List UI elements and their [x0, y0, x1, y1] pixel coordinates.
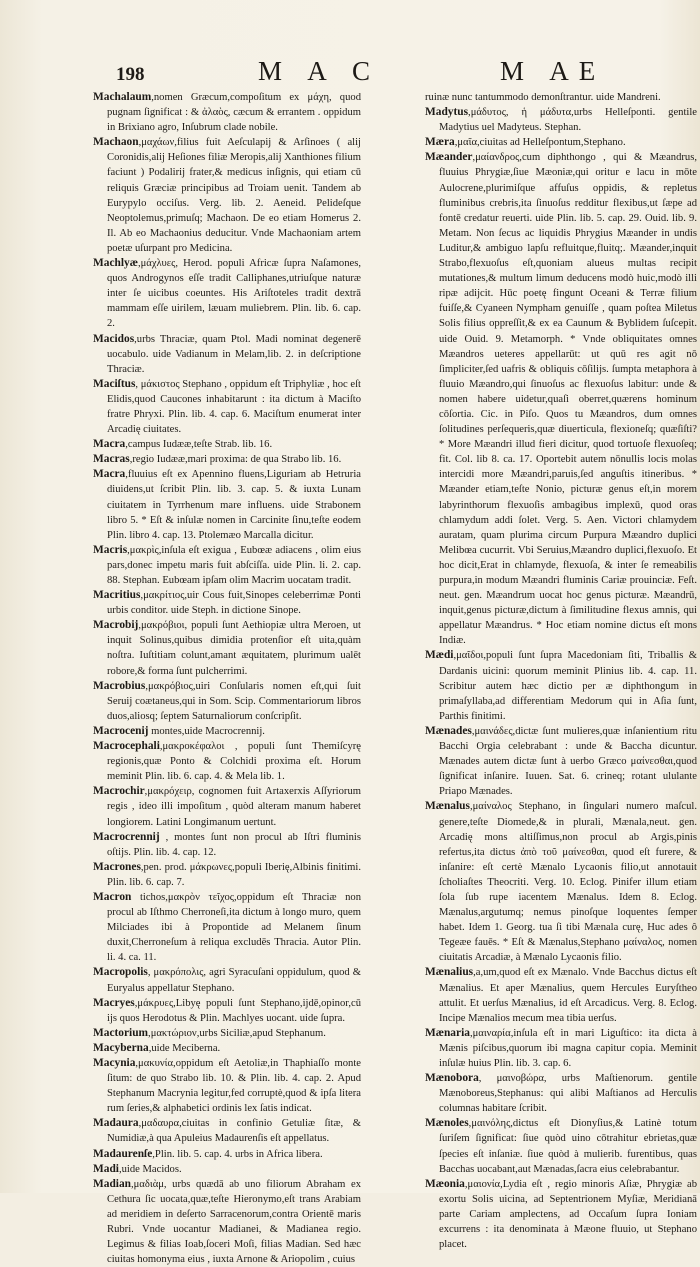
dictionary-entry: [93, 996, 361, 1026]
entry-headword: Macrobius: [93, 679, 146, 692]
dictionary-entry: [93, 860, 361, 890]
entry-text: , μάκιστος Stephano , oppidum eſt Triphyliæ , hoc eſt Elidis,quod Caucones inhabitarunt : ita dictum à Maciſto fratre Phryxi. Plin. lib. 4. cap. 6. Maciſtum enumerat inter Arcadię ciuitates.: [107, 378, 361, 436]
entry-headword: Macrocephali: [93, 740, 160, 753]
entry-headword: Macra: [93, 438, 126, 451]
dictionary-entry: [93, 135, 361, 256]
entry-text: ruinæ nunc tantummodo demonſtrantur. uide Mandreni.: [425, 92, 661, 103]
left-column: [93, 90, 361, 1266]
entry-text: tichos,μακρὸν τεῖχος,oppidum eſt Thraciæ non procul ab Iſthmo Cherroneſi,ita dictum à longo muro, quem Milciades ibi à Propontide ad Melanem ſinum duxit,Cherroneſum à reliqua excludēs Thracia. Autor Plin. li. 4. ca. 11.: [107, 891, 361, 964]
entry-headword: Mædi: [425, 649, 454, 662]
dictionary-entry: [93, 739, 361, 784]
entry-text: ,fluuius eſt ex Apennino fluens,Liguriam ab Hetruria diuidens,ut ſcribit Plin. lib. 3. cap. 5. & iuxta Lunam ciuitatem in Tyrrhenum mare influens. uide Strabonem libro 5. * Eſt & inſulæ nomen in Carcinite ſinu,teſte eodem Plin. libro 4. cap. 13. Ptolemæo Marcalla dicitur.: [107, 469, 361, 541]
entry-text: ,μαδαυρα,ciuitas in confinio Getuliæ ſitæ, & Numidiæ,à qua Apuleius Madaurenſis eſt appellatus.: [107, 1118, 361, 1145]
entry-headword: Machaon: [93, 136, 139, 149]
entry-headword: Macras: [93, 453, 130, 466]
dictionary-entry: [93, 256, 361, 331]
entry-headword: Mænalus: [425, 800, 470, 813]
entry-headword: Macris: [93, 543, 128, 556]
entry-text: ,μαιονία,Lydia eſt , regio minoris Aſiæ, Phrygiæ ab exortu Solis uicina, ad Septentrionem Myſiæ, Meridianā parte Cariam amplectens, ad Occaſum ſupra Ioniam excurrens : ita denominata à Mæone fluuio, ut Stephano placet.: [439, 1178, 697, 1251]
dictionary-entry: [425, 1116, 697, 1176]
dictionary-entry: [93, 332, 361, 377]
entry-text: ,μάκρυες,Libyę populi ſunt Stephano,ijdē,opinor,cū ijs quos Herodotus & Plin. Machlyes uocant. uide ſupra.: [107, 997, 361, 1024]
page-number: 198: [116, 64, 145, 85]
dictionary-entry: [93, 1177, 361, 1267]
entry-headword: Macrochir: [93, 785, 145, 798]
entry-text: ,uide Meciberna.: [148, 1042, 221, 1054]
entry-text: ,uide Macidos.: [118, 1163, 182, 1175]
dictionary-entry: [93, 467, 361, 542]
dictionary-entry: [93, 679, 361, 724]
entry-headword: Mæonia: [425, 1177, 465, 1190]
entry-headword: Macrocrennij: [93, 830, 160, 843]
entry-text: ,μακρόβιος,uiri Conſularis nomen eſt,qui ſuit Seruij coætaneus,qui in Som. Scip. Commentariorum libros duos,aliosq; ſeptem Saturnaliorum conſcripſit.: [107, 680, 361, 722]
entry-text: , μακρόπολις, agri Syracuſani oppidulum, quod & Euryalus appellatur Stephano.: [107, 967, 361, 994]
entry-headword: Mænobora: [425, 1072, 479, 1085]
entry-headword: Mænalius: [425, 966, 474, 979]
entry-headword: Macra: [93, 468, 126, 481]
dictionary-entry: [93, 452, 361, 467]
dictionary-entry: [93, 1147, 361, 1162]
entry-headword: Machlyæ: [93, 257, 138, 270]
entry-text: ,pen. prod. μάκρωνες,populi Iberię,Albinis finitimi. Plin. lib. 6. cap. 7.: [107, 861, 361, 888]
dictionary-entry: [425, 1071, 697, 1116]
entry-headword: Madaurenſe: [93, 1147, 153, 1160]
dictionary-entry: [93, 724, 361, 739]
dictionary-entry: [425, 648, 697, 723]
entry-headword: Macryes: [93, 996, 135, 1009]
entry-text: ,μαδιὰμ, urbs quædā ab uno filiorum Abraham ex Cethura ſic uocata,quæ,teſte Hieronymo,eſt trans Arabiam ad meridiem in deſerto Sarracenorum,contra Orientē maris Rubri. Vnde uocantur Madianei, & Madianea regio. Legimus & filias Ioab,ſoceri Moſi, filias Madian. Sed hæc ciuitas homonyma eius , iuxta Arnone & Ariopolim , cuius: [107, 1178, 361, 1266]
entry-text: ,μαῖα,ciuitas ad Helleſpontum,Stephano.: [454, 137, 626, 149]
dictionary-entry: [93, 1162, 361, 1177]
entry-headword: Macrones: [93, 860, 141, 873]
entry-text: ,μαῖδοι,populi ſunt ſupra Macedoniam ſiti, Triballis & Dardanis uicini: quorum meminit Plinius lib. 4. cap. 11. Scribitur autem hæc dictio per æ diphthongum in primaſyllaba,ad differentiam Medorum qui in Aſia ſunt, Parthis finitimi.: [439, 650, 697, 722]
dictionary-entry: [93, 90, 361, 135]
entry-headword: Madi: [93, 1162, 119, 1175]
entry-headword: Macron: [93, 890, 132, 903]
entry-text: ,μαιναρία,inſula eſt in mari Liguſtico: ita dicta à Mænis piſcibus,quorum ibi magna capitur copia. Meminit inſulæ huius Plin. lib. 3. cap. 6.: [439, 1027, 697, 1069]
dictionary-entry: [93, 784, 361, 829]
dictionary-entry: [425, 105, 697, 135]
entry-text: ,regio Iudææ,mari proxima: de qua Strabo lib. 16.: [129, 454, 342, 466]
entry-headword: Madaura: [93, 1117, 139, 1130]
dictionary-entry: [93, 618, 361, 678]
entry-text: ,μάχλυες, Herod. populi Africæ ſupra Naſamones, quos Androgynos eſſe tradit Calliphanes,utriuſque naturæ inter ſe uicibus coeuntes. His Ariſtoteles tradit dextrā mammam eſſe uirilem, læuam muliebrem. Plin. lib. 6. cap. 2.: [107, 258, 361, 330]
entry-text: ,μακρίτιος,uir Cous fuit,Sinopes celeberrimæ Ponti urbis conditor. uide Steph. in dictione Sinope.: [107, 590, 361, 617]
entry-headword: Maciſtus: [93, 377, 136, 390]
dictionary-entry: [425, 1177, 697, 1252]
dictionary-entry: [425, 965, 697, 1025]
entry-headword: Macropolis: [93, 966, 148, 979]
entry-headword: Mænoles: [425, 1117, 469, 1130]
dictionary-entry: [425, 90, 697, 105]
dictionary-entry: [425, 799, 697, 965]
dictionary-entry: [93, 1026, 361, 1041]
entry-text: ,urbs Thraciæ, quam Ptol. Madi nominat degenerē uocabulo. uide Vadianum in Melam,lib. 2. in deſcriptione Thraciæ.: [107, 333, 361, 375]
entry-text: ,μακρὶς,inſula eſt exigua , Eubœæ adiacens , olim eius pars,donec impetu maris fuit abſciſſa. uide Plin. li. 2. cap. 88. Stephan. Eubœam ipſam olim Macrim uocatam tradit.: [107, 544, 361, 586]
dictionary-entry: [425, 724, 697, 799]
entry-text: ,μακροκέφαλοι , populi ſunt Themiſcyrę regionis,quæ Ponto & Colchidi proxima eſt. Horum meminit Plin. lib. 6. cap. 4. & Mela lib. 1.: [107, 741, 361, 783]
entry-headword: Macritius: [93, 589, 141, 602]
entry-text: ,μακτώριον,urbs Siciliæ,apud Stephanum.: [148, 1027, 326, 1039]
dictionary-entry: [93, 543, 361, 588]
right-column: [425, 90, 697, 1251]
dictionary-entry: [93, 437, 361, 452]
entry-text: ,μαίναλος Stephano, in ſingulari numero maſcul. genere,teſte Diomede,& in plurali, Mænala,neut. gen. Arcadię mons altiſſimus,non procul ab Argis,pinis refertus,ita dictus ἀπὸ τοῦ μαίνεσθαι, quod eſt furere, & inſanire: eſt certè Mænalo Lycaonis filio,ut annotauit ſcholiaſtes Theocriti. Verg. 10. Eclog. Pinifer illum etiam ſola ſub rupe iacentem Mænalus. Idem 8. Eclog. Mænalus,argutumq; nemus pinoſque loquentes ſemper habet. Idem 1. Georg. tua ſi tibi Mænala curę, Huc ades ô Tegeæe fauēs. * Eſt & Mænalus,Stephano μαίναλος, nomen ciuitatis Arcadiæ, à Mænalo Lycaonis filio.: [439, 801, 697, 964]
entry-headword: Macrocenij: [93, 724, 149, 737]
entry-text: montes,uide Macrocrennij.: [148, 725, 265, 737]
entry-text: ,μαχάων,filius fuit Aeſculapij & Arſinoes ( alij Coronidis,alij Heſiones filiæ Meropis,alij Xanthiones filium faciunt ) Podalirij frater,& medicus inſignis, qui etiam cū reliquis Græciæ principibus ad Troiam uenit. Tandem ab Eurypylo occiſus. Verg. lib. 2. Aeneid. Pelideſque Neoptolemus,primuſq; Machaon. De eo etiam Homerus 2. Il. Ab eo Machaonius deducitur. Vnde Machaoniam artem poetæ uſurpant pro Medicina.: [107, 137, 361, 254]
entry-headword: Mænaria: [425, 1026, 470, 1039]
dictionary-entry: [93, 1056, 361, 1116]
page-header: [0, 56, 700, 90]
running-head-right: M AE: [500, 56, 606, 86]
entry-text: ,nomen Græcum,compoſitum ex μάχη, quod pugnam ſignificat : & ἀλαὸς, cæcum & errantem . oppidum in Brixiano agro, Inſubrum clade nobile.: [107, 92, 361, 134]
entry-headword: Macyberna: [93, 1041, 149, 1054]
entry-text: ,a,um,quod eſt ex Mænalo. Vnde Bacchus dictus eſt Mænalius. Et aper Mænalius, quem Hercules Euryſtheo attulit. Et uerſus Mænalius, id eſt Arcadicus. Verg. 8. Eclog. Incipe Mænalios mecum mea tibia uerſus.: [439, 967, 697, 1024]
entry-text: ,μαινόλης,dictus eſt Dionyſius,& Latinè totum ſuriſem ſignificat: ſiue quòd uino cōtrahitur ebrietas,quæ ſpecies eſt inſaniæ. ſiue quòd à mulierib. furentibus, quas Bacchas uocabant,aut Mænadas,ſacra eius celebrabantur.: [439, 1118, 697, 1175]
entry-text: ,μακυνία,oppidum eſt Aetoliæ,in Thaphiaſſo monte ſitum: de quo Strabo lib. 10. & Plin. lib. 4. cap. 2. Apud Stephanum Macrynia legitur,fed corruptè,quod & ipſa litera rum ſeries,& alphabetici ordinis lex ſatis indicat.: [107, 1058, 361, 1115]
entry-text: , μαινοβώρα, urbs Maſtienorum. gentile Mænoboreus,Stephanus: qui alibi Maſtianos ad Herculis columnas habitare ſcribit.: [439, 1073, 697, 1115]
entry-headword: Madian: [93, 1177, 131, 1190]
entry-headword: Mæra: [425, 136, 455, 149]
entry-text: ,Plin. lib. 5. cap. 4. urbs in Africa libera.: [152, 1148, 323, 1160]
entry-headword: Mactorium: [93, 1026, 149, 1039]
entry-text: ,μαινάδες,dictæ ſunt mulieres,quæ inſanientium ritu Bacchi Orgia celebrabant : unde & Baccha dicuntur. Mænades autem dictæ ſunt à uerbo Græco μαίνεσθαι,quod ſignificat inſanire. Iuuen. Sat. 6. crineq; rotant ululante Priapo Mænades.: [439, 725, 697, 798]
entry-headword: Machalaum: [93, 91, 152, 103]
entry-headword: Mæander: [425, 151, 473, 164]
entry-headword: Mænades: [425, 724, 472, 737]
entry-headword: Madytus: [425, 106, 469, 119]
entry-headword: Macynia: [93, 1057, 136, 1069]
entry-text: , montes ſunt non procul ab Iſtri fluminis oſtijs. Plin. lib. 4. cap. 12.: [107, 831, 361, 858]
dictionary-entry: [93, 890, 361, 965]
dictionary-entry: [425, 135, 697, 150]
dictionary-entry: [93, 1116, 361, 1146]
dictionary-entry: [93, 588, 361, 618]
entry-text: ,campus Iudææ,teſte Strab. lib. 16.: [125, 439, 273, 451]
dictionary-entry: [425, 150, 697, 648]
entry-headword: Macidos: [93, 332, 135, 345]
dictionary-entry: [93, 1041, 361, 1056]
entry-headword: Macrobij: [93, 619, 139, 632]
dictionary-entry: [93, 965, 361, 995]
entry-text: ,μακρόχειρ, cognomen fuit Artaxerxis Aſſyriorum regis , ideo illi impoſitum , quòd alteram manum haberet longiorem. Latini Longimanum uertunt.: [107, 786, 361, 828]
dictionary-entry: [93, 830, 361, 860]
entry-text: ,μακρόβιοι, populi ſunt Aethiopiæ ultra Meroen, ut inquit Solinus,quibus dimidia protenſior eſt uita,quàm noſtra. Iuſtitiam colunt,amant æquitatem, plurimum ualēt robore,& forma ſunt pulcherrimi.: [107, 620, 361, 677]
entry-text: ,μαίανδρος,cum diphthongo , qui & Mæandrus, fluuius Phrygiæ,ſiue Mæoniæ,qui oritur e lacu in mōte Aulocrene,plurimiſque affuſus oppidis, & repletus fluminibus crebris,ita ſinuoſus redditur flexibus,ut ſæpe ad fontē credatur reuerti. uide Plin. lib. 5. cap. 29. Ouid. lib. 9. Metam. Non ſecus ac liquidis Phrygius Mæander in undis Luditur,& ambiguo lapſu refluitque,fluitq;. Mæander,inquit Strabo,flexuoſus eſt,quoniam alueus multas recipit mutationes,& multum limum deducens modò huic,modò illi ripæ adijcit. Hūc poetę fingunt Oceani & Terræ filium fuiſſe,& Cyaneen Nympham genuiſſe , quam poſtea Miletus Solis filius oppreſſit,& ex ea Caunum & Byblidem ſuſcepit. uide Ouid. 9. Metamorph. * Vnde obliquitates omnes Mæandros ueteres appellarūt: ut quū res agit nō ſimpliciter,ſed uafris & obliquis cōſilijs. ſumpta metaphora à fluuio Mæandro,qui ſinuoſus ac flexuoſus labitur: unde & nomen habere uidetur,quaſi oberret,quærens hominum cōſortia. Cic. in Piſo. Quos tu Mæandros, dum omnes ſolitudines perſequeris,quæ diuerticula, flexioneſq; quæſiſti? * More Mæandri illud fieri dicitur, quod tortuoſe flexuoſeq; fit. Col. lib 8. ca. 17. Oportebit autem nōnullis locis molas intercidi more Mæandri,paruis,ſed anguſtis itineribus. * Mæander etiam,teſte Nonio, picturæ genus eſt,in morem labyrinthorum flexuoſis ambagibus implexū, quod oras chlamydum addi ſolet. Verg. 5. Aen. Victori chlamydem auratam, quam plurima circum Purpura Mæandro duplici Melibœa cucurrit. Vbi Seruius,Mæandro duplici,flexuoſo. Et hoc dicit,Erat in chlamyde, flexuoſa, & inter ſe remeabilis purpura,in modum Mæandri fluminis Cariæ prouinciæ. Feſt. neut. gen. Mæandrum uocat hoc genus picturæ. Mæandrū, inquit,genus picturæ,dictum à ſimilitudine flexus amnis, qui appellatur Mæandrus. * Hoc etiam nomine dictus eſt mons Indiæ.: [439, 152, 697, 647]
dictionary-entry: [93, 377, 361, 437]
entry-text: ,μάδυτος, ἡ μάδυτα,urbs Helleſponti. gentile Madytius uel Madyteus. Stephan.: [439, 107, 697, 134]
running-head-left: M A C: [258, 56, 381, 86]
dictionary-entry: [425, 1026, 697, 1071]
